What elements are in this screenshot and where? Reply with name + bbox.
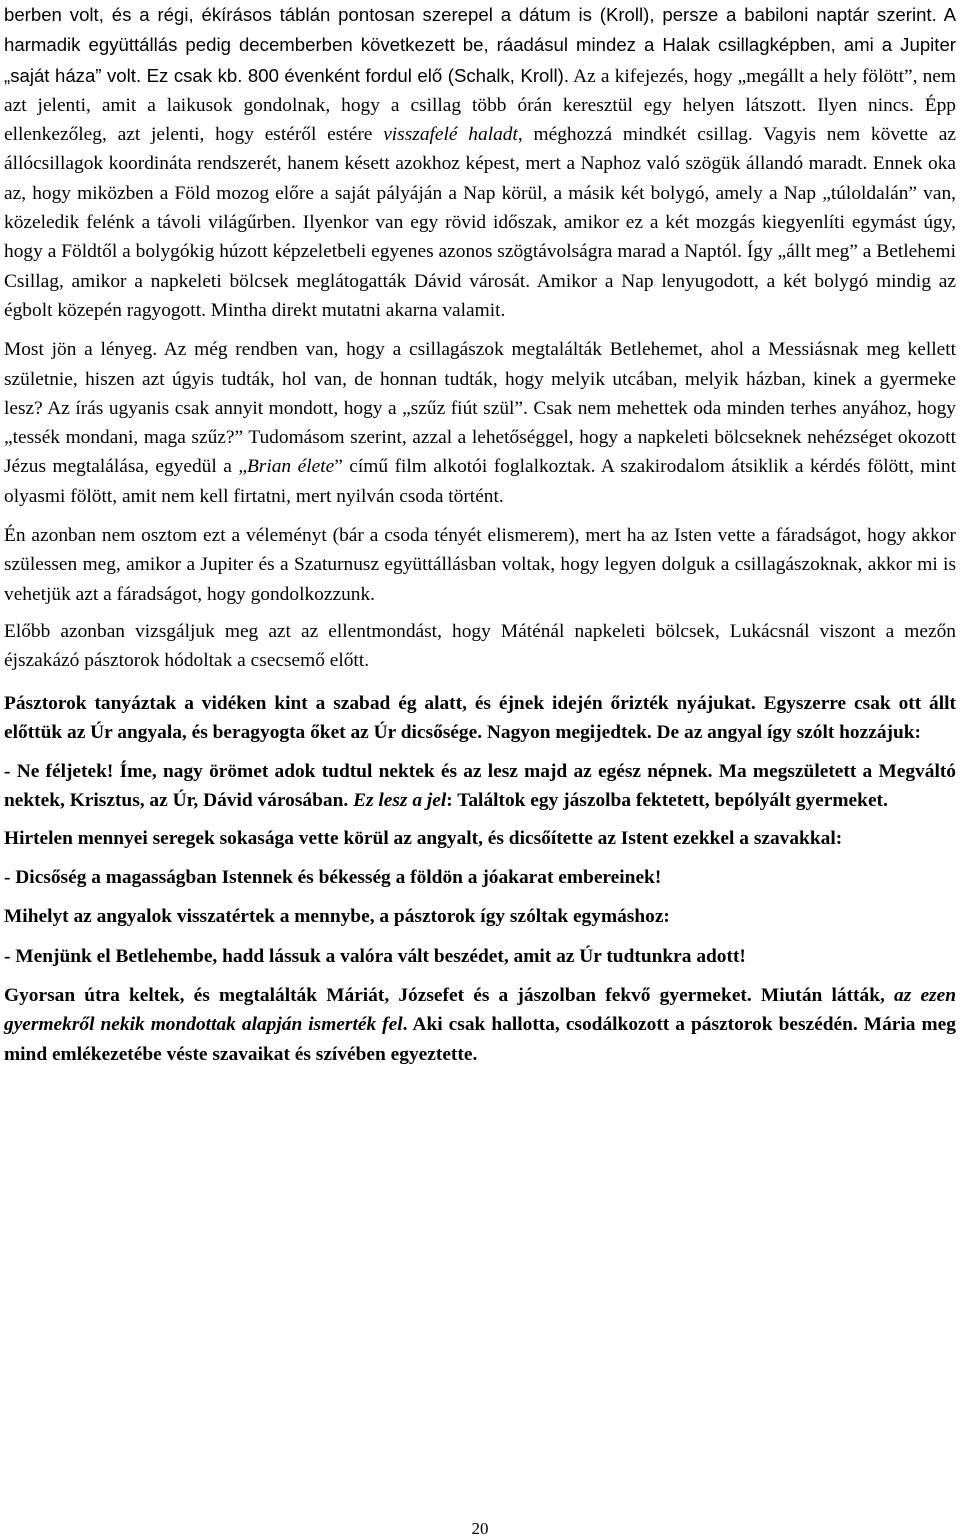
quote-shepherds: Pásztorok tanyáztak a vidéken kint a szabad ég alatt, és éjnek idején őrizték nyájukat. Egyszerre csak ott állt előttük az Úr angyala, és beragyogta őket az Úr dicsősége. Nagyon megijedtek. De az angyal így szólt hozzájuk:	[4, 692, 956, 743]
text-run: Az a kifejezés, hogy „megállt a hely fölött”, nem azt jelenti, amit a laikusok gondolnak, hogy a csillag több órán keresztül egy helyen látszott. Ilyen nincs.	[4, 65, 957, 116]
quote-lets-go: - Menjünk el Betlehembe, hadd lássuk a valóra vált beszédet, amit az Úr tudtunkra adott!	[4, 945, 746, 967]
text-run: , méghozzá mindkét csillag.	[517, 124, 753, 146]
quote-angels-return: Mihelyt az angyalok visszatértek a mennybe, a pásztorok így szóltak egymáshoz:	[4, 906, 670, 928]
paragraph-contradiction: Előbb azonban vizsgáljuk meg azt az ellentmondást, hogy Máténál napkeleti bölcsek, Lukácsnál viszont a mezőn éjszakázó pásztorok hódoltak a csecsemő előtt.	[4, 620, 956, 672]
quote-found-child	[4, 981, 956, 1069]
text-run: ” című film alkotói foglalkoztak. A szakirodalom átsiklik a kérdés fölött, mint olyasmi fölött, amit nem kell firtatni, mert nyilván csoda történt.	[4, 456, 956, 507]
text-run: berben volt, és a régi, ékírásos táblán pontosan szerepel a dátum is (Kroll), persze a babiloni naptár szerint. A harmadik együttállás pedig decemberben következett be, ráadásul mindez a Halak csillagképben, ami a Jupiter „saját háza” volt. Ez csak kb. 800 évenként fordul elő (Schalk, Kroll).	[4, 4, 956, 86]
paragraph-opinion: Én azonban nem osztom ezt a véleményt (bár a csoda tényét elismerem), mert ha az Isten vette a fáradságot, hogy akkor szülessen meg, amikor a Jupiter és a Szaturnusz együttállásban voltak, hogy legyen dolguk a csillagászoknak, akkor mi is vehetjük azt a fáradságot, hogy gondolkozzunk.	[4, 525, 956, 605]
paragraph-main-point	[4, 335, 956, 511]
italic-emphasis: az ezen gyermekről nekik mondottak alapján ismerték fel	[4, 984, 956, 1036]
italic-film-title: Brian élete	[246, 456, 335, 478]
quote-angel-speech	[4, 757, 956, 816]
quote-glory: - Dicsőség a magasságban Istennek és békesség a földön a jóakarat embereinek!	[4, 867, 662, 889]
text-run: Gyorsan útra keltek, és megtalálták Máriát, Józsefet és a jászolban fekvő gyermeket. Miután látták,	[4, 984, 895, 1006]
text-run: Vagyis nem követte az állócsillagok koordináta rendszerét, hanem késett azokhoz képest, mert a Naphoz való szögük állandó maradt. Ennek oka az, hogy miközben a Föld mozog előre a saját pályáján a Nap körül, a másik két bolygó, amely a Nap „túloldalán” van, közeledik felénk a távoli világűrben. Ilyenkor van egy rövid időszak, amikor ez a két mozgás kiegyenlíti egymást úgy, hogy a Földtől a bolygókig húzott képzeletbeli egyenes azonos szögtávolságra marad a Naptól. Így „állt meg” a Betlehemi Csillag, amikor a napkeleti bölcsek meglátogatták Dávid városát. Amikor a Nap lenyugodott, a két bolygó mindig az égbolt közepén ragyogott. Mintha direkt mutatni akarna valamit.	[4, 124, 957, 321]
text-run: Most jön a lényeg.	[4, 339, 158, 361]
italic-emphasis: Ez lesz a jel	[353, 790, 447, 812]
text-run: Az még rendben van, hogy a csillagászok megtalálták Betlehemet, ahol a Messiásnak meg kellett születnie, hiszen azt úgyis tudták, hol van, de honnan tudták, hogy melyik utcában, melyik házban, kinek a gyermeke lesz? Az írás ugyanis csak annyit mondott, hogy a „szűz fiút szül”. Csak nem mehettek oda minden terhes anyához, hogy „tessék mondani, maga szűz?” Tudomásom szerint, azzal a lehetőséggel, hogy a napkeleti bölcseknek nehézséget okozott Jézus megtalálása, egyedül a „	[4, 339, 956, 478]
document-page	[4, 0, 956, 1069]
italic-emphasis: visszafelé haladt	[383, 124, 518, 146]
page-number: 20	[471, 1519, 489, 1538]
text-run: : Találtok egy jászolba fektetett, bepólyált gyermeket.	[446, 790, 888, 812]
paragraph-star-conjunction	[4, 0, 956, 325]
quote-heavenly-host: Hirtelen mennyei seregek sokasága vette körül az angyalt, és dicsőítette az Istent ezekkel a szavakkal:	[4, 827, 843, 849]
text-run: Épp ellenkezőleg, azt jelenti, hogy estéről estére	[4, 94, 956, 146]
text-run: . Aki csak hallotta, csodálkozott a pásztorok beszédén. Mária meg mind emlékezetébe véste szavaikat és szívében egyeztette.	[4, 1014, 956, 1065]
text-run: - Ne féljetek! Íme, nagy örömet adok tudtul nektek és az lesz majd az egész népnek. Ma megszületett a Megváltó nektek, Krisztus, az Úr, Dávid városában.	[4, 761, 956, 812]
